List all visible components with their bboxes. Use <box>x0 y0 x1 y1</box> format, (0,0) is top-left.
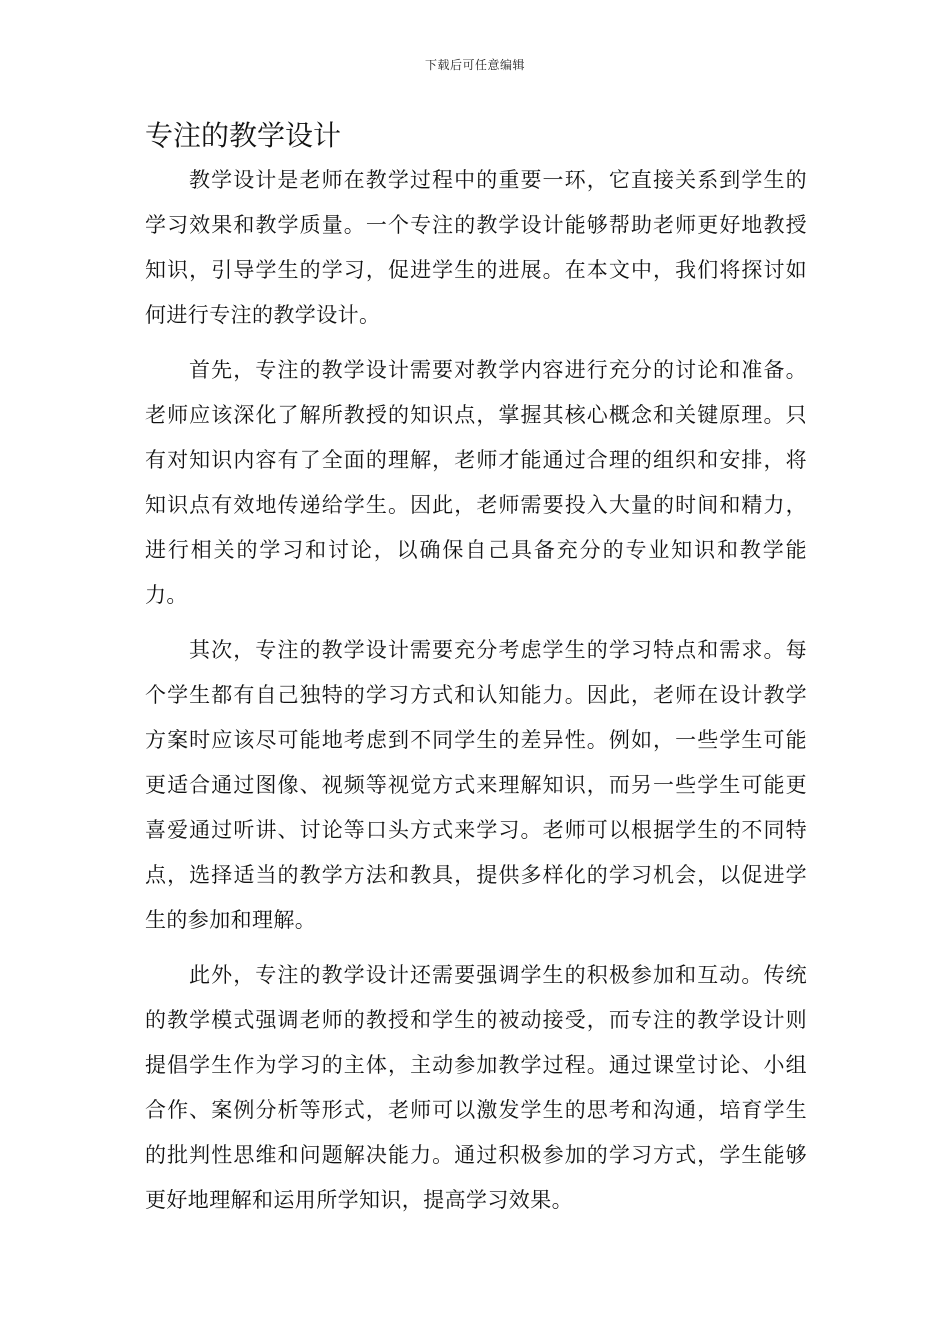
document-body <box>145 158 807 1233</box>
header-note: 下载后可任意编辑 <box>424 58 525 72</box>
document-title: 专注的教学设计 <box>145 119 342 152</box>
paragraph-participation: 此外，专注的教学设计还需要强调学生的积极参加和互动。传统的教学模式强调老师的教授和学生的被动接受，而专注的教学设计则提倡学生作为学习的主体，主动参加教学过程。通过课堂讨论、小组合作、案例分析等形式，老师可以激发学生的思考和沟通，培育学生的批判性思维和问题解决能力。通过积极参加的学习方式，学生能够更好地理解和运用所学知识，提高学习效果。 <box>145 963 807 1212</box>
paragraph-intro: 教学设计是老师在教学过程中的重要一环，它直接关系到学生的学习效果和教学质量。一个专注的教学设计能够帮助老师更好地教授知识，引导学生的学习，促进学生的进展。在本文中，我们将探讨如何进行专注的教学设计。 <box>145 168 807 327</box>
paragraph-student-needs: 其次，专注的教学设计需要充分考虑学生的学习特点和需求。每个学生都有自己独特的学习方式和认知能力。因此，老师在设计教学方案时应该尽可能地考虑到不同学生的差异性。例如，一些学生可能更适合通过图像、视频等视觉方式来理解知识，而另一些学生可能更喜爱通过听讲、讨论等口头方式来学习。老师可以根据学生的不同特点，选择适当的教学方法和教具，提供多样化的学习机会，以促进学生的参加和理解。 <box>145 638 807 932</box>
paragraph-content-preparation: 首先，专注的教学设计需要对教学内容进行充分的讨论和准备。老师应该深化了解所教授的知识点，掌握其核心概念和关键原理。只有对知识内容有了全面的理解，老师才能通过合理的组织和安排，将知识点有效地传递给学生。因此，老师需要投入大量的时间和精力，进行相关的学习和讨论，以确保自己具备充分的专业知识和教学能力。 <box>145 358 807 607</box>
